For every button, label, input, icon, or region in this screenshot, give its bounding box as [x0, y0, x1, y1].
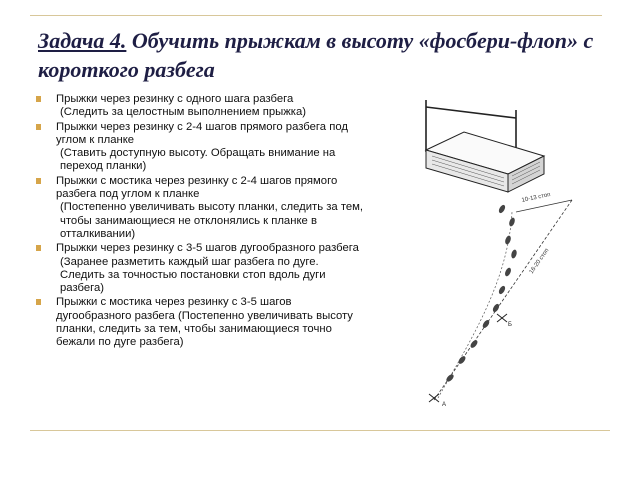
top-divider — [30, 15, 602, 16]
title-text: Обучить прыжкам в высоту «фосбери-флоп» с короткого разбега — [38, 28, 594, 82]
list-item: Прыжки с мостика через резинку с 2-4 шагов прямого разбега под углом к планке — [34, 175, 364, 202]
list-item: Прыжки через резинку с одного шага разбега — [34, 93, 364, 106]
exercise-list — [34, 93, 364, 350]
diagram-svg — [404, 94, 604, 414]
list-item-note: (Постепенно увеличивать высоту планки, следить за тем, чтобы занимающиеся не отклонялись к планке в отталкивании) — [60, 201, 364, 240]
label-long-distance: 16-20 стоп — [528, 247, 551, 276]
list-item: Прыжки через резинку с 2-4 шагов прямого разбега под углом к планке — [34, 121, 364, 148]
high-jump-approach-diagram — [404, 94, 604, 414]
label-a: А — [442, 402, 447, 408]
list-item: Прыжки через резинку с 3-5 шагов дугообразного разбега — [34, 242, 364, 255]
list-item: Прыжки с мостика через резинку с 3-5 шагов дугообразного разбега (Постепенно увеличивать высоту планки, следить за тем, чтобы занимающиеся точно бежали по дуге разбега) — [34, 296, 364, 349]
slide-title — [38, 26, 598, 84]
footprints — [445, 204, 518, 383]
approach-curve — [438, 212, 512, 398]
marker-a — [429, 394, 439, 402]
marker-b — [497, 314, 507, 322]
list-item-note: (Следить за целостным выполнением прыжка) — [60, 106, 307, 119]
crossbar — [426, 107, 516, 118]
title-task-number: Задача 4. — [38, 28, 127, 53]
landing-mat — [426, 132, 544, 192]
label-short-distance: 10-13 стоп — [521, 191, 552, 204]
list-item-note: (Заранее разметить каждый шаг разбега по дуге. Следить за точностью постановки стоп вдоль дуги разбега) — [60, 255, 326, 295]
list-item-note: (Ставить доступную высоту. Обращать внимание на переход планки) — [60, 147, 336, 173]
measure-line-long — [434, 200, 572, 400]
label-b: Б — [508, 322, 512, 328]
bottom-divider — [30, 430, 610, 431]
